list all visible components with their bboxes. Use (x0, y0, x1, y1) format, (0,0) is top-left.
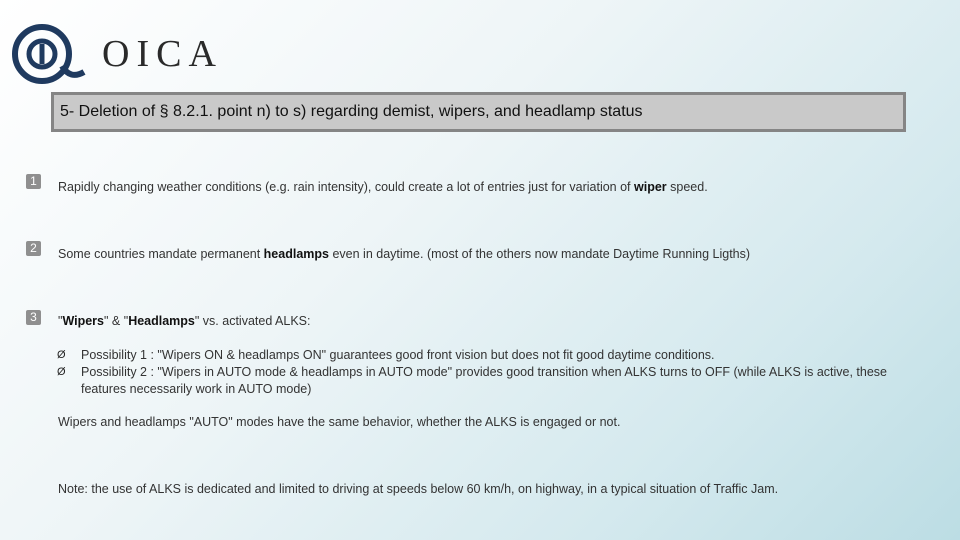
item-3-tail: " vs. activated ALKS: (194, 314, 311, 328)
arrow-bullet-icon: Ø (57, 349, 66, 361)
item-1-bold: wiper (634, 180, 667, 194)
title-bar (51, 92, 906, 132)
item-3-quote-open: " (58, 314, 63, 328)
auto-modes-text: Wipers and headlamps "AUTO" modes have the same behavior, whether the ALKS is engaged or not. (58, 415, 621, 429)
item-text-3 (58, 314, 311, 328)
item-3-mid: " & " (104, 314, 129, 328)
item-text-2 (58, 247, 750, 261)
item-2-bold: headlamps (263, 247, 329, 261)
item-3-bold-wipers: Wipers (62, 314, 105, 328)
oica-logo-mark (12, 22, 92, 86)
list-item (57, 364, 917, 398)
item-text-1 (58, 180, 708, 194)
arrow-bullet-icon: Ø (57, 366, 66, 378)
item-number-1: 1 (26, 174, 41, 189)
item-1-text-after: speed. (666, 180, 708, 194)
item-number-3: 3 (26, 310, 41, 325)
item-3-bold-headlamps: Headlamps (128, 314, 195, 328)
item-1-text-before: Rapidly changing weather conditions (e.g. rain intensity), could create a lot of entries just for variation of (58, 180, 635, 194)
possibility-list (57, 347, 917, 398)
list-item (57, 347, 917, 364)
slide-title: 5- Deletion of § 8.2.1. point n) to s) regarding demist, wipers, and headlamp status (60, 103, 643, 120)
item-number-2: 2 (26, 241, 41, 256)
item-2-text-before: Some countries mandate permanent (58, 247, 264, 261)
oica-logo (12, 22, 223, 86)
possibility-1-text: Possibility 1 : "Wipers ON & headlamps ON" guarantees good front vision but does not fit good daytime conditions. (81, 348, 715, 362)
logo-text: OICA (102, 33, 223, 75)
item-2-text-after: even in daytime. (most of the others now mandate Daytime Running Ligths) (328, 247, 751, 261)
possibility-2-text: Possibility 2 : "Wipers in AUTO mode & headlamps in AUTO mode" provides good transition when ALKS turns to OFF (while ALKS is active, these features necessarily work in AUTO mode) (81, 365, 888, 396)
note-text: Note: the use of ALKS is dedicated and limited to driving at speeds below 60 km/h, on highway, in a typical situation of Traffic Jam. (58, 482, 779, 496)
